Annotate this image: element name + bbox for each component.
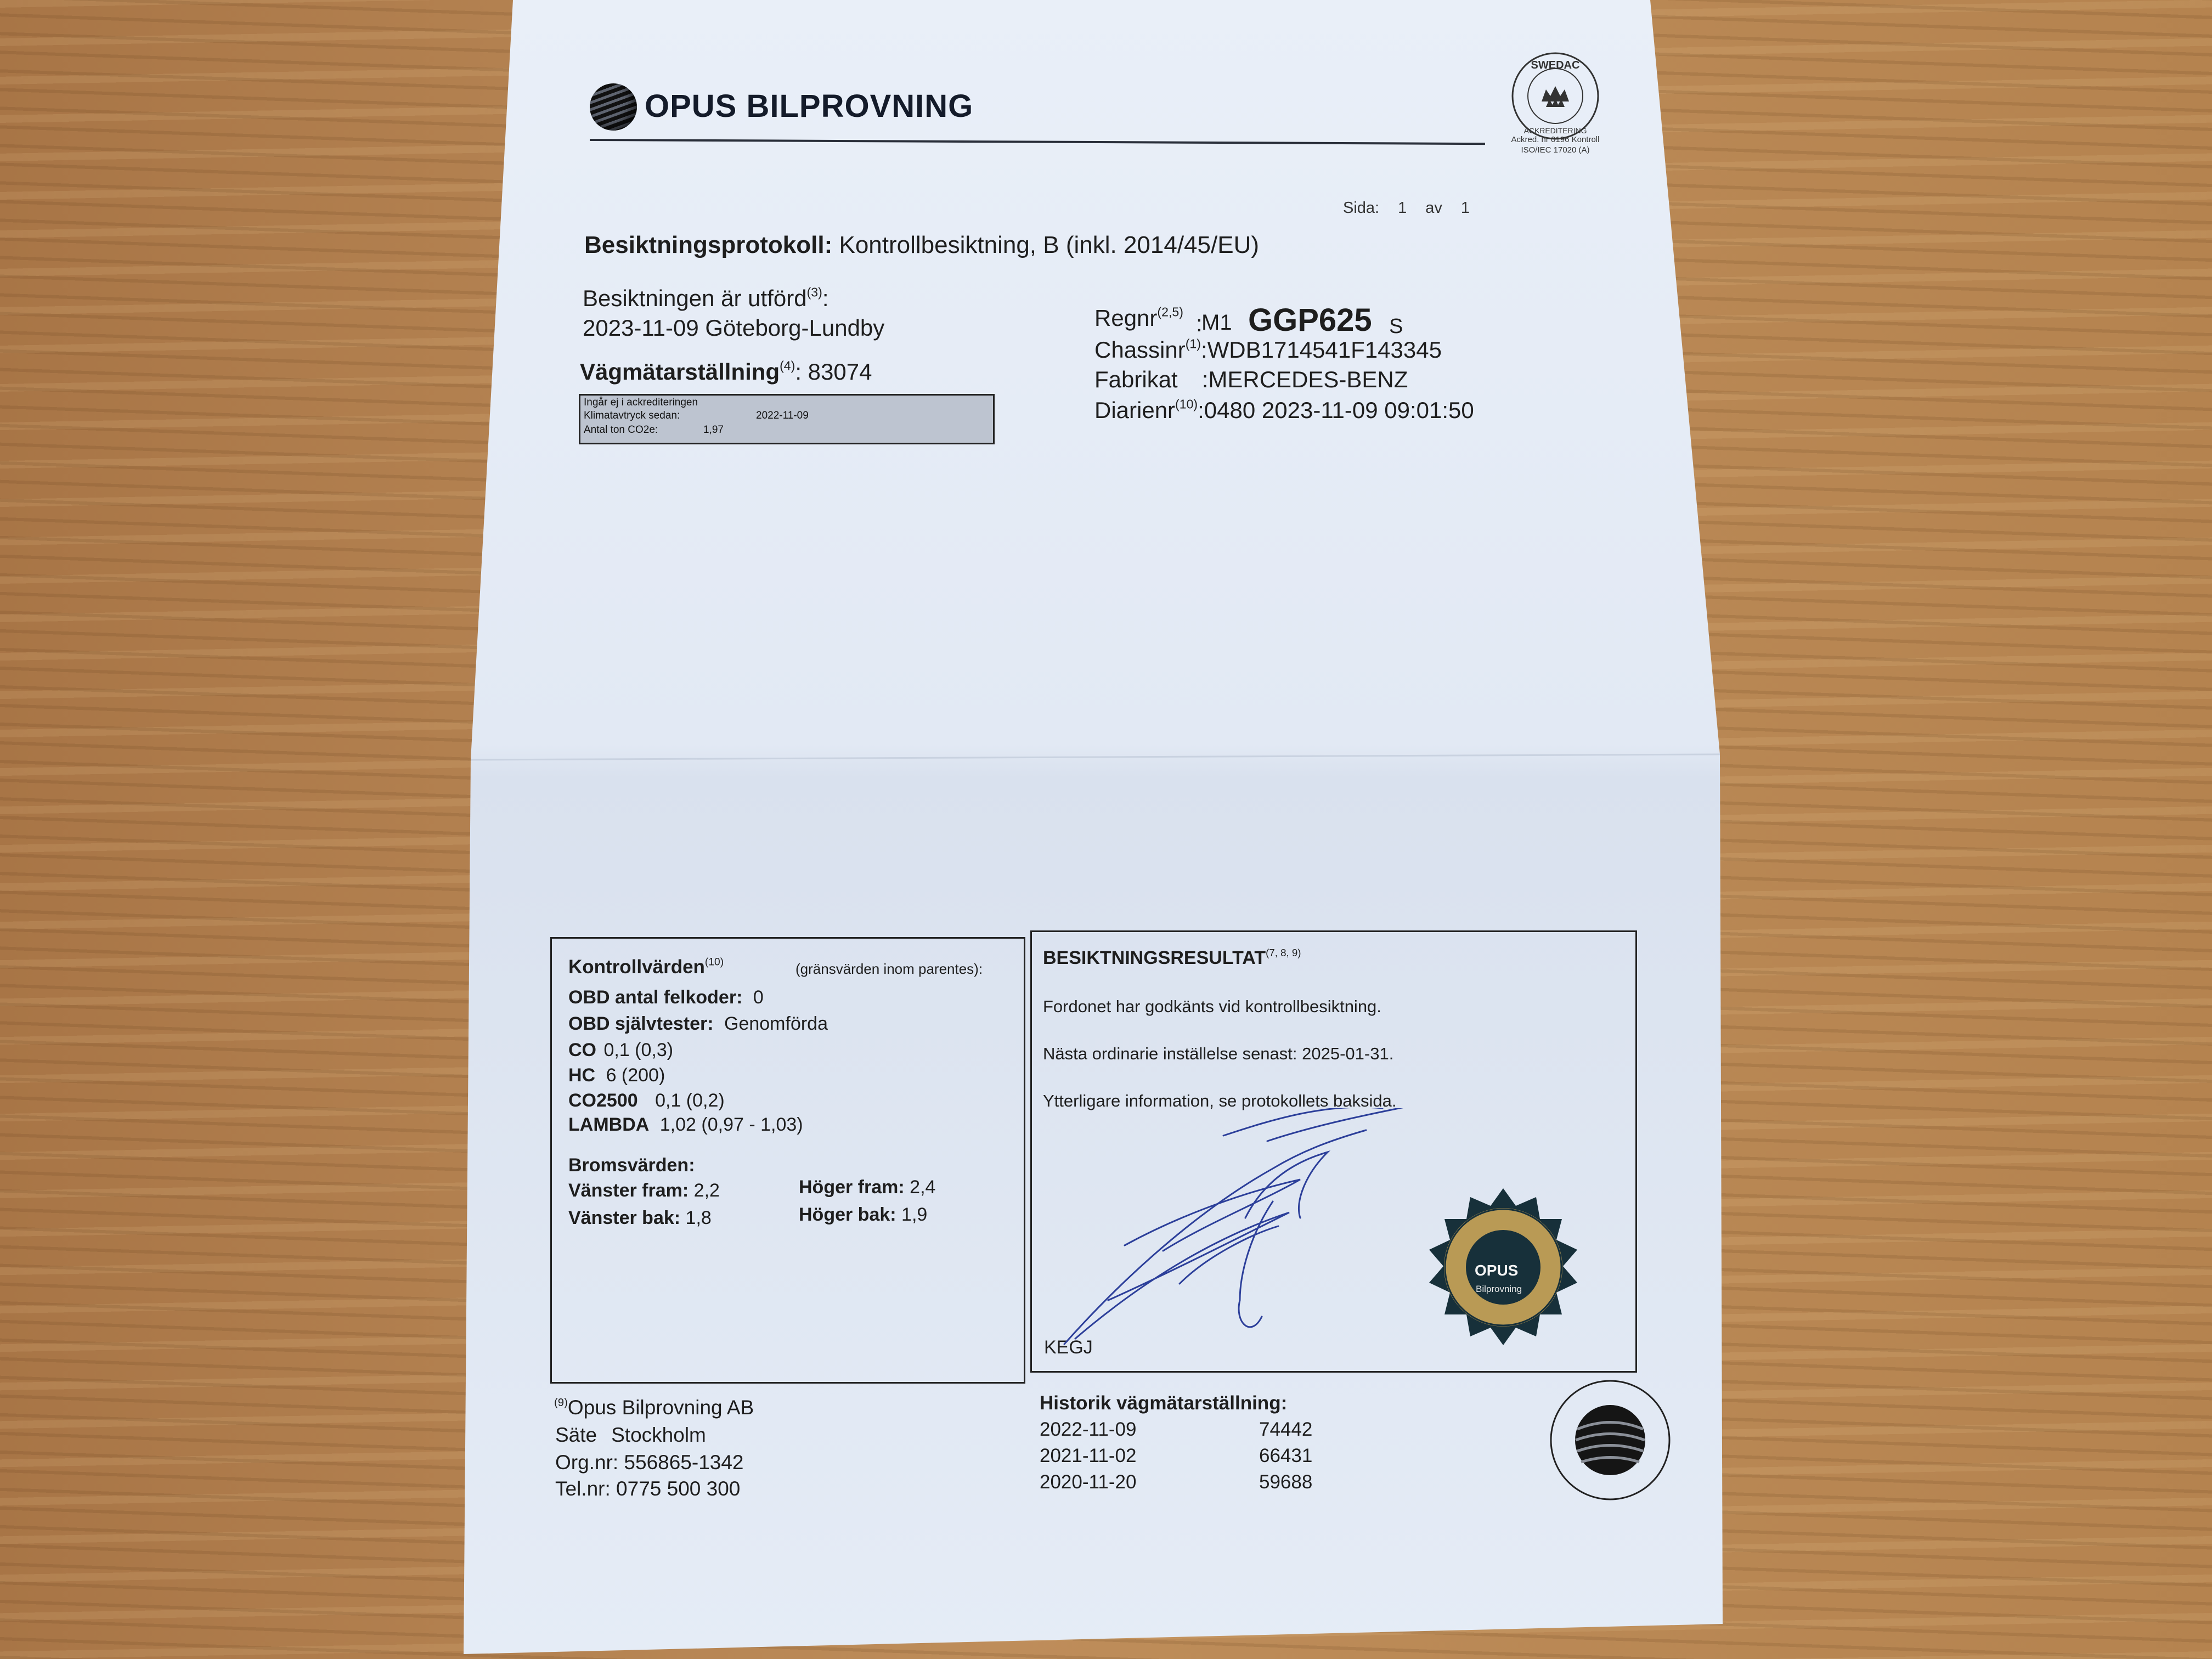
control-title: Kontrollvärden$^{(10)}$ <box>568 956 724 978</box>
diary-row: Diarienr$^{(10)}$:0480 2023-11-09 09:01:50 <box>1094 397 1474 423</box>
climate-since-label: Klimatavtryck sedan: <box>584 410 680 421</box>
climate-footprint-box <box>579 394 995 444</box>
climate-compensation-badge-icon <box>1547 1377 1673 1503</box>
control-row: CO2500 0,1 (0,2) <box>568 1090 725 1111</box>
history-row: 2020-11-20 59688 <box>1040 1471 1313 1493</box>
performed-label: Besiktningen är utförd$^{(3)}$: <box>583 285 829 311</box>
brand-name: OPUS BILPROVNING <box>645 88 974 124</box>
inspector-code: KEGJ <box>1044 1337 1093 1358</box>
control-row: OBD självtester: Genomförda <box>568 1013 828 1034</box>
make-row: Fabrikat :MERCEDES-BENZ <box>1094 366 1408 392</box>
control-row: OBD antal felkoder: 0 <box>568 987 764 1008</box>
control-row: HC 6 (200) <box>568 1065 665 1086</box>
svg-text:ACKREDITERING: ACKREDITERING <box>1523 126 1587 135</box>
brake-value: Höger fram: 2,4 <box>799 1177 936 1198</box>
svg-text:SWEDAC: SWEDAC <box>1531 59 1580 71</box>
regnr-label: Regnr$^{(2,5)}$ <box>1094 304 1183 331</box>
regnr-colon: : <box>1196 311 1203 336</box>
seal-brand-sub: Bilprovning <box>1476 1284 1522 1294</box>
brakes-title: Bromsvärden: <box>568 1155 695 1176</box>
opus-globe-logo-icon <box>590 83 637 131</box>
seal-brand: OPUS <box>1475 1262 1519 1279</box>
climate-since-value: 2022-11-09 <box>756 410 809 421</box>
registration-plate: GGP625 <box>1248 302 1372 338</box>
company-seat: Säte Stockholm <box>555 1424 706 1446</box>
climate-co2-label: Antal ton CO2e: <box>584 424 658 436</box>
accreditation-number: Ackred. nr 0196 Kontroll ISO/IEC 17020 (A) <box>1511 135 1600 155</box>
history-row: 2022-11-09 74442 <box>1040 1419 1313 1440</box>
document-title <box>584 232 1259 259</box>
brake-value: Höger bak: 1,9 <box>799 1204 928 1225</box>
history-row: 2021-11-02 66431 <box>1040 1445 1313 1466</box>
odometer-reading: Vägmätarställning$^{(4)}$: 83074 <box>580 358 872 385</box>
company-org: Org.nr: 556865-1342 <box>555 1451 744 1474</box>
history-title: Historik vägmätarställning: <box>1040 1392 1288 1414</box>
page-indicator <box>1343 199 1488 217</box>
climate-note: Ingår ej i ackrediteringen <box>584 397 698 408</box>
climate-co2-value: 1,97 <box>703 424 724 436</box>
brake-value: Vänster bak: 1,8 <box>568 1207 712 1228</box>
page-label: Sida: <box>1343 199 1380 217</box>
inspection-date-place: 2023-11-09 Göteborg-Lundby <box>583 315 885 341</box>
vehicle-category: M1 <box>1201 311 1232 335</box>
control-values-box <box>550 937 1025 1384</box>
result-line: Nästa ordinarie inställelse senast: 2025-01-31. <box>1043 1044 1394 1063</box>
control-row: LAMBDA 1,02 (0,97 - 1,03) <box>568 1114 803 1135</box>
control-row: CO 0,1 (0,3) <box>568 1040 674 1060</box>
page-total: 1 <box>1460 199 1470 217</box>
company-tel: Tel.nr: 0775 500 300 <box>555 1477 741 1500</box>
company-name: $^{(9)}$Opus Bilprovning AB <box>554 1396 754 1419</box>
plate-suffix: S <box>1389 315 1403 338</box>
page-of: av <box>1425 199 1442 217</box>
title-value: Kontrollbesiktning, B (inkl. 2014/45/EU) <box>839 232 1259 258</box>
control-hint: (gränsvärden inom parentes): <box>795 961 983 977</box>
result-title: BESIKTNINGSRESULTAT$^{(7, 8, 9)}$ <box>1043 946 1301 968</box>
page-current: 1 <box>1398 199 1407 217</box>
title-label: Besiktningsprotokoll: <box>584 232 833 258</box>
chassis-row: Chassinr$^{(1)}$:WDB1714541F143345 <box>1094 336 1442 363</box>
result-line: Ytterligare information, se protokollets baksida. <box>1043 1091 1397 1110</box>
brake-value: Vänster fram: 2,2 <box>568 1180 720 1201</box>
result-line: Fordonet har godkänts vid kontrollbesiktning. <box>1043 997 1381 1016</box>
